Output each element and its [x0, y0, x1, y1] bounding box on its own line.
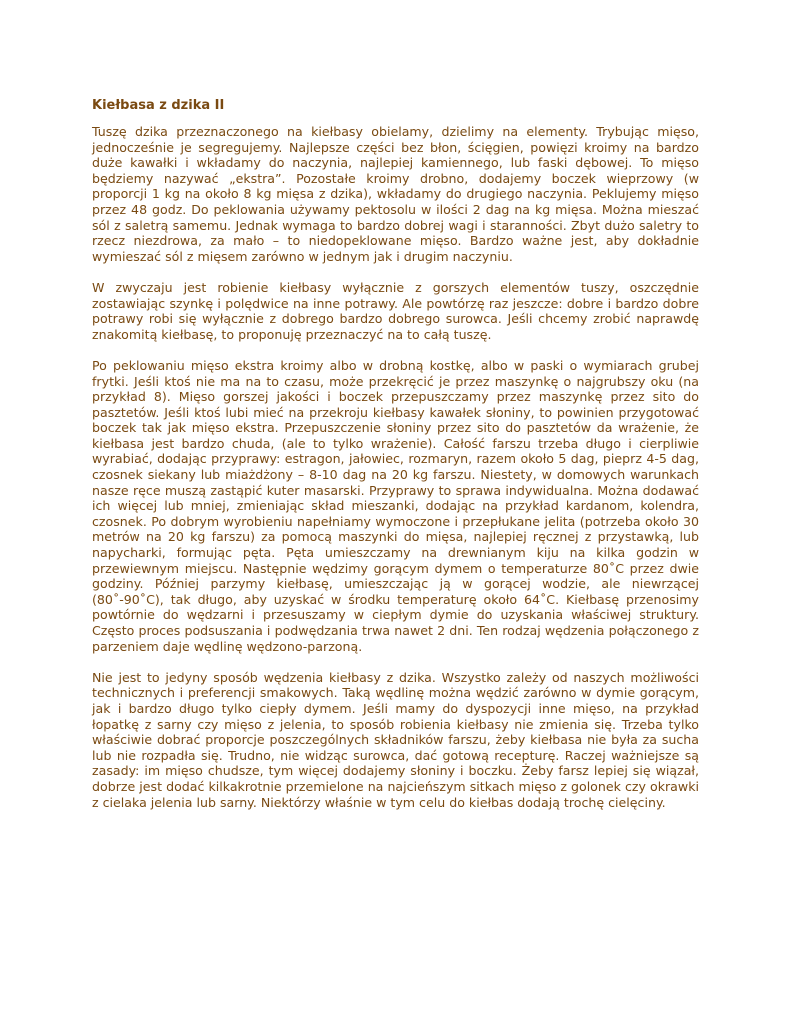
document-page — [92, 98, 699, 826]
paragraph-3: Po peklowaniu mięso ekstra kroimy albo w drobną kostkę, albo w paski o wymiarach grubej frytki. Jeśli ktoś nie ma na to czasu, może przekręcić je przez maszynkę o najgrubszy oku (na przykład 8). Mięso gorszej jakości i boczek przepuszczamy przez maszynkę przez sito do pasztetów. Jeśli ktoś lubi mieć na przekroju kiełbasy kawałek słoniny, to powinien przygotować boczek tak jak mięso ekstra. Przepuszczenie słoniny przez sito do pasztetów da wrażenie, że kiełbasa jest bardzo chuda, (ale to tylko wrażenie). Całość farszu trzeba długo i cierpliwie wyrabiać, dodając przyprawy: estragon, jałowiec, rozmaryn, razem około 5 dag, pieprz 4-5 dag, czosnek siekany lub miażdżony – 8-10 dag na 20 kg farszu. Niestety, w domowych warunkach nasze ręce muszą zastąpić kuter masarski. Przyprawy to sprawa indywidualna. Można dodawać ich więcej lub mniej, zmieniając skład mieszanki, dodając na przykład kardanom, kolendra, czosnek. Po dobrym wyrobieniu napełniamy wymoczone i przepłukane jelita (potrzeba około 30 metrów na 20 kg farszu) za pomocą maszynki do mięsa, najlepiej ręcznej z przystawką, lub napycharki, formując pęta. Pęta umieszczamy na drewnianym kiju na kilka godzin w przewiewnym miejscu. Następnie wędzimy gorącym dymem o temperaturze 80˚C przez dwie godziny. Później parzymy kiełbasę, umieszczając ją w gorącej wodzie, ale niewrzącej (80˚-90˚C), tak długo, aby uzyskać w środku temperaturę około 64˚C. Kiełbasę przenosimy powtórnie do wędzarni i przesuszamy w ciepłym dymie do uzyskania właściwej struktury. Często proces podsuszania i podwędzania trwa nawet 2 dni. Ten rodzaj wędzenia połączonego z parzeniem daje wędlinę wędzono-parzoną. — [92, 357, 699, 654]
document-title: Kiełbasa z dzika II — [92, 98, 225, 113]
paragraph-1: Tuszę dzika przeznaczonego na kiełbasy obielamy, dzielimy na elementy. Trybując mięso, jednocześnie je segregujemy. Najlepsze części bez błon, ścięgien, powięzi kroimy na bardzo duże kawałki i wkładamy do naczynia, najlepiej kamiennego, lub faski dębowej. To mięso będziemy nazywać „ekstra”. Pozostałe kroimy drobno, dodajemy boczek wieprzowy (w proporcji 1 kg na około 8 kg mięsa z dzika), wkładamy do drugiego naczynia. Peklujemy mięso przez 48 godz. Do peklowania używamy pektosolu w ilości 2 dag na kg mięsa. Można mieszać sól z saletrą samemu. Jednak wymaga to bardzo dobrej wagi i staranności. Zbyt dużo saletry to rzecz niezdrowa, za mało – to niedopeklowane mięso. Bardzo ważne jest, aby dokładnie wymieszać sól z mięsem zarówno w jednym jak i drugim naczyniu. — [92, 124, 699, 264]
paragraph-4: Nie jest to jedyny sposób wędzenia kiełbasy z dzika. Wszystko zależy od naszych możliwości technicznych i preferencji smakowych. Taką wędlinę można wędzić zarówno w dymie gorącym, jak i bardzo długo tylko ciepły dymem. Jeśli mamy do dyspozycji inne mięso, na przykład łopatkę z sarny czy mięso z jelenia, to sposób robienia kiełbasy nie zmienia się. Trzeba tylko właściwie dobrać proporcje poszczególnych składników farszu, żeby kiełbasa nie była za sucha lub nie rozpadła się. Trudno, nie widząc surowca, dać gotową recepturę. Raczej ważniejsze są zasady: im mięso chudsze, tym więcej dodajemy słoniny i boczku. Żeby farsz lepiej się wiązał, dobrze jest dodać kilkakrotnie przemielone na najcieńszym sitkach mięso z golonek czy okrawki z cielaka jelenia lub sarny. Niektórzy właśnie w tym celu do kiełbas dodają trochę cielęciny. — [92, 669, 699, 810]
paragraph-2: W zwyczaju jest robienie kiełbasy wyłącznie z gorszych elementów tuszy, oszczędnie zostawiając szynkę i polędwice na inne potrawy. Ale powtórzę raz jeszcze: dobre i bardzo dobre potrawy robi się wyłącznie z dobrego bardzo dobrego surowca. Jeśli chcemy zrobić naprawdę znakomitą kiełbasę, to proponuję przeznaczyć na to całą tuszę. — [92, 279, 699, 342]
